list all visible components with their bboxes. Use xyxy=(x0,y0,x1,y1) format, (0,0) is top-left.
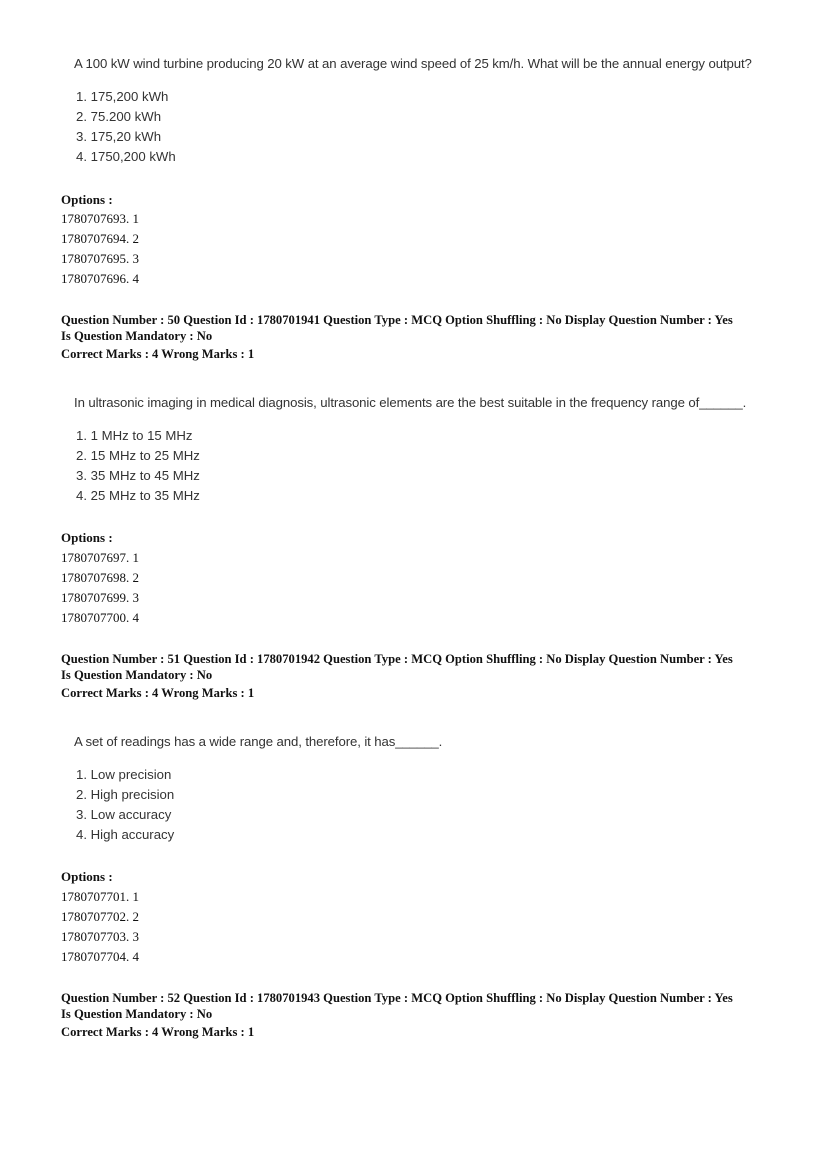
q49-choice-2: 2. 75.200 kWh xyxy=(76,109,162,124)
q51-option-id-1: 1780707701. 1 xyxy=(61,889,139,904)
q52-mandatory: Is Question Mandatory : No xyxy=(61,1007,213,1021)
q51-option-id-2: 1780707702. 2 xyxy=(61,909,139,924)
q51-choice-3: 3. Low accuracy xyxy=(76,807,172,822)
q52-header: Question Number : 52 Question Id : 1780701943 Question Type : MCQ Option Shuffling : No Display Question Number : Yes xyxy=(61,991,733,1005)
q52-marks: Correct Marks : 4 Wrong Marks : 1 xyxy=(61,1025,255,1039)
q51-marks: Correct Marks : 4 Wrong Marks : 1 xyxy=(61,686,255,700)
q51-mandatory: Is Question Mandatory : No xyxy=(61,668,213,682)
q50-option-id-4: 1780707700. 4 xyxy=(61,610,139,625)
q50-marks: Correct Marks : 4 Wrong Marks : 1 xyxy=(61,347,255,361)
question-51-text: A set of readings has a wide range and, therefore, it has______. xyxy=(74,734,443,749)
q49-option-id-1: 1780707693. 1 xyxy=(61,211,139,226)
q51-option-id-4: 1780707704. 4 xyxy=(61,949,139,964)
q49-option-id-4: 1780707696. 4 xyxy=(61,271,139,286)
q50-option-id-1: 1780707697. 1 xyxy=(61,550,139,565)
q50-choice-2: 2. 15 MHz to 25 MHz xyxy=(76,448,200,463)
question-50-text: In ultrasonic imaging in medical diagnosis, ultrasonic elements are the best suitable in the frequency range of______. xyxy=(74,395,747,410)
q50-choice-3: 3. 35 MHz to 45 MHz xyxy=(76,468,200,483)
q51-choice-1: 1. Low precision xyxy=(76,767,172,782)
q49-choice-3: 3. 175,20 kWh xyxy=(76,129,162,144)
q50-options-label: Options : xyxy=(61,530,113,545)
q51-options-label: Options : xyxy=(61,869,113,884)
q51-header: Question Number : 51 Question Id : 1780701942 Question Type : MCQ Option Shuffling : No Display Question Number : Yes xyxy=(61,652,733,666)
q50-choice-4: 4. 25 MHz to 35 MHz xyxy=(76,488,200,503)
q50-mandatory: Is Question Mandatory : No xyxy=(61,329,213,343)
q51-choice-2: 2. High precision xyxy=(76,787,175,802)
q51-option-id-3: 1780707703. 3 xyxy=(61,929,139,944)
q50-option-id-2: 1780707698. 2 xyxy=(61,570,139,585)
q49-option-id-2: 1780707694. 2 xyxy=(61,231,139,246)
q50-header: Question Number : 50 Question Id : 1780701941 Question Type : MCQ Option Shuffling : No Display Question Number : Yes xyxy=(61,313,733,327)
q51-choice-4: 4. High accuracy xyxy=(76,827,175,842)
q49-choice-4: 4. 1750,200 kWh xyxy=(76,149,176,164)
question-49-text: A 100 kW wind turbine producing 20 kW at an average wind speed of 25 km/h. What will be the annual energy output? xyxy=(74,56,752,71)
q49-choice-1: 1. 175,200 kWh xyxy=(76,89,169,104)
q49-option-id-3: 1780707695. 3 xyxy=(61,251,139,266)
q50-option-id-3: 1780707699. 3 xyxy=(61,590,139,605)
q50-choice-1: 1. 1 MHz to 15 MHz xyxy=(76,428,193,443)
q49-options-label: Options : xyxy=(61,192,113,207)
